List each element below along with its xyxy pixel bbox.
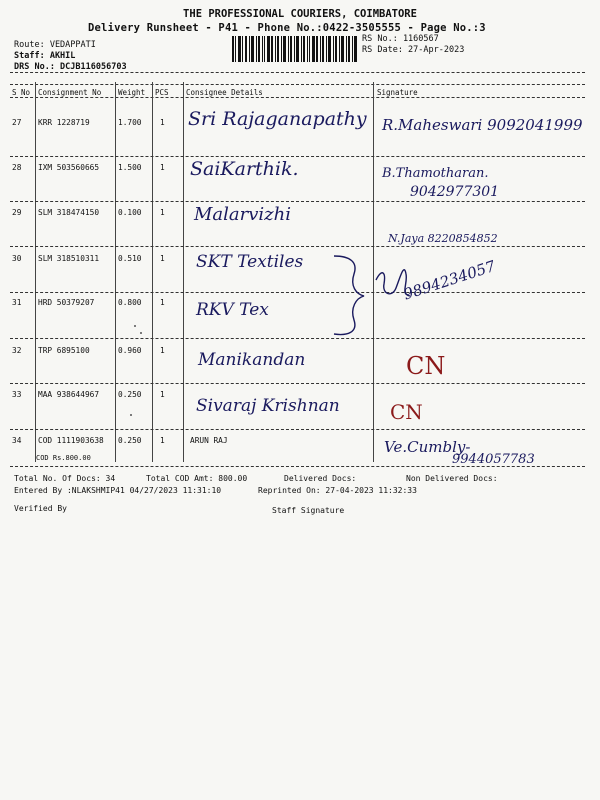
column-header-consignee: Consignee Details bbox=[186, 88, 263, 97]
row-weight: 0.250 bbox=[118, 436, 142, 445]
row-pcs: 1 bbox=[160, 298, 165, 307]
row-pcs: 1 bbox=[160, 436, 165, 445]
row-divider bbox=[10, 292, 585, 293]
column-header-sno: S No bbox=[12, 88, 31, 97]
reprinted-on: Reprinted On: 27-04-2023 11:32:33 bbox=[258, 486, 417, 495]
handwritten-phone: 9944057783 bbox=[452, 452, 535, 467]
row-divider bbox=[10, 156, 585, 157]
row-consignment-no: TRP 6895100 bbox=[38, 346, 90, 355]
row-divider bbox=[10, 338, 585, 339]
row-consignment-no: MAA 938644967 bbox=[38, 390, 100, 399]
route-label: Route: VEDAPPATI bbox=[14, 40, 96, 50]
row-pcs: 1 bbox=[160, 390, 165, 399]
row-pcs: 1 bbox=[160, 346, 165, 355]
non-delivered-docs: Non Delivered Docs: bbox=[406, 474, 498, 483]
row-pcs: 1 bbox=[160, 208, 165, 217]
row-consignment-no: COD 1111903638 bbox=[38, 436, 104, 445]
staff-signature-label: Staff Signature bbox=[272, 506, 345, 515]
column-divider bbox=[152, 82, 153, 462]
row-divider bbox=[10, 201, 585, 202]
cod-amount: COD Rs.800.00 bbox=[36, 454, 91, 462]
rs-date: RS Date: 27-Apr-2023 bbox=[362, 45, 465, 55]
row-consignment-no: IXM 503560665 bbox=[38, 163, 100, 172]
row-weight: 0.960 bbox=[118, 346, 142, 355]
row-divider bbox=[10, 246, 585, 247]
drs-number: DRS No.: DCJB116056703 bbox=[14, 62, 127, 72]
row-consignment-no: HRD 50379207 bbox=[38, 298, 95, 307]
column-header-pcs: PCS bbox=[155, 88, 169, 97]
column-divider bbox=[183, 82, 184, 462]
cn-mark: CN bbox=[390, 400, 423, 424]
scan-speck bbox=[134, 325, 136, 327]
table-top-rule bbox=[10, 84, 585, 85]
consignee-name: ARUN RAJ bbox=[190, 436, 228, 445]
table-header-rule bbox=[10, 97, 585, 98]
row-sno: 29 bbox=[12, 208, 22, 217]
row-pcs: 1 bbox=[160, 118, 165, 127]
row-sno: 32 bbox=[12, 346, 22, 355]
delivered-docs: Delivered Docs: bbox=[284, 474, 357, 483]
rs-number: RS No.: 1160567 bbox=[362, 34, 439, 44]
cn-mark: CN bbox=[406, 352, 446, 380]
scan-speck bbox=[140, 332, 142, 334]
scan-speck bbox=[130, 414, 132, 416]
column-header-signature: Signature bbox=[377, 88, 418, 97]
handwritten-consignee: Sri Rajaganapathy bbox=[188, 108, 367, 130]
entered-by: Entered By :NLAKSHMIP41 04/27/2023 11:31:10 bbox=[14, 486, 222, 495]
row-sno: 31 bbox=[12, 298, 22, 307]
row-weight: 1.700 bbox=[118, 118, 142, 127]
row-sno: 30 bbox=[12, 254, 22, 263]
row-divider bbox=[10, 429, 585, 430]
handwritten-signature: N.Jaya 8220854852 bbox=[388, 232, 498, 245]
total-docs: Total No. Of Docs: 34 bbox=[14, 474, 116, 483]
row-sno: 34 bbox=[12, 436, 22, 445]
verified-by-label: Verified By bbox=[14, 504, 67, 513]
column-divider bbox=[115, 82, 116, 462]
row-sno: 27 bbox=[12, 118, 22, 127]
handwritten-consignee: SKT Textiles bbox=[196, 252, 304, 272]
row-sno: 33 bbox=[12, 390, 22, 399]
barcode bbox=[232, 36, 358, 62]
handwritten-consignee: Sivaraj Krishnan bbox=[196, 396, 340, 416]
row-consignment-no: SLM 318510311 bbox=[38, 254, 100, 263]
staff-label: Staff: AKHIL bbox=[14, 51, 76, 61]
row-pcs: 1 bbox=[160, 254, 165, 263]
row-pcs: 1 bbox=[160, 163, 165, 172]
runsheet-subtitle: Delivery Runsheet - P41 - Phone No.:0422-3505555 - Page No.:3 bbox=[88, 22, 486, 34]
handwritten-signature: B.Thamotharan. bbox=[382, 166, 489, 181]
row-weight: 0.510 bbox=[118, 254, 142, 263]
handwritten-signature: Ve.Cumbly- bbox=[384, 438, 471, 456]
row-divider bbox=[10, 383, 585, 384]
handwritten-consignee: Malarvizhi bbox=[194, 204, 292, 225]
row-consignment-no: SLM 318474150 bbox=[38, 208, 100, 217]
handwritten-brace-signature bbox=[320, 250, 430, 340]
row-weight: 0.100 bbox=[118, 208, 142, 217]
row-weight: 0.800 bbox=[118, 298, 142, 307]
handwritten-consignee: RKV Tex bbox=[196, 300, 269, 320]
row-consignment-no: KRR 1228719 bbox=[38, 118, 90, 127]
total-cod-amount: Total COD Amt: 800.00 bbox=[146, 474, 248, 483]
column-divider bbox=[35, 82, 36, 462]
column-header-consignment: Consignment No bbox=[38, 88, 102, 97]
column-header-weight: Weight bbox=[118, 88, 146, 97]
handwritten-phone: 9042977301 bbox=[410, 184, 500, 200]
row-weight: 0.250 bbox=[118, 390, 142, 399]
handwritten-consignee: Manikandan bbox=[198, 350, 306, 370]
handwritten-signature: R.Maheswari 9092041999 bbox=[382, 116, 583, 134]
header-divider bbox=[10, 72, 585, 73]
row-sno: 28 bbox=[12, 163, 22, 172]
row-weight: 1.500 bbox=[118, 163, 142, 172]
handwritten-phone: 9894234057 bbox=[401, 256, 498, 304]
handwritten-consignee: SaiKarthik. bbox=[190, 158, 299, 180]
company-title: THE PROFESSIONAL COURIERS, COIMBATORE bbox=[183, 8, 417, 20]
